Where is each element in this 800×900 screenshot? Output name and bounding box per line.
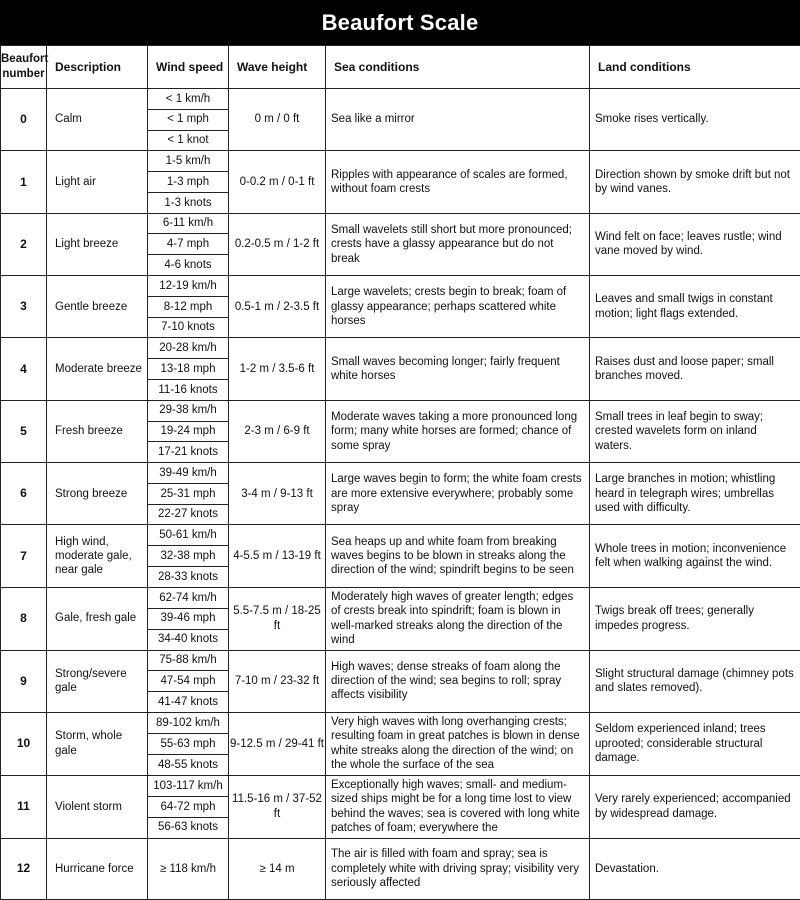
wave-height-cell: 1-2 m / 3.5-6 ft (229, 338, 326, 400)
wind-speed-value: 7-10 knots (161, 321, 215, 334)
wind-speed-cell (148, 338, 229, 400)
wave-height-cell: 0-0.2 m / 0-1 ft (229, 151, 326, 213)
header-row (1, 46, 800, 89)
sea-conditions-cell: High waves; dense streaks of foam along the direction of the wind; sea begins to roll; spray affects visibility (326, 650, 590, 712)
beaufort-number: 10 (1, 712, 47, 775)
wind-speed-cell (148, 400, 229, 462)
description-cell: Storm, whole gale (47, 712, 148, 775)
wind-speed-value: 39-49 km/h (148, 463, 228, 484)
wind-speed-value: 50-61 km/h (148, 525, 228, 546)
land-conditions-cell: Twigs break off trees; generally impedes progress. (590, 587, 800, 650)
beaufort-number: 3 (1, 276, 47, 338)
wind-speed-value: < 1 mph (148, 110, 228, 131)
wave-height-cell: ≥ 14 m (229, 838, 326, 899)
sea-conditions-cell: Sea heaps up and white foam from breaking waves begins to be blown in streaks along the direction of the wind; spindrift begins to be seen (326, 525, 590, 587)
land-conditions-cell: Small trees in leaf begin to sway; crested wavelets form on inland waters. (590, 400, 800, 462)
wind-speed-cell (148, 838, 229, 899)
land-conditions-cell: Devastation. (590, 838, 800, 899)
wind-speed-value: 48-55 knots (157, 758, 219, 771)
wind-speed-cell (148, 712, 229, 775)
beaufort-number: 7 (1, 525, 47, 587)
beaufort-number: 0 (1, 89, 47, 151)
wind-speed-value: 17-21 knots (157, 445, 219, 458)
wind-speed-cell (148, 463, 229, 525)
header-wind-speed: Wind speed (148, 46, 229, 89)
table-row (1, 400, 800, 462)
wind-speed-value: 1-3 mph (148, 172, 228, 193)
table-row (1, 89, 800, 151)
sea-conditions-cell: Ripples with appearance of scales are formed, without foam crests (326, 151, 590, 213)
sea-conditions-cell: Large wavelets; crests begin to break; foam of glassy appearance; perhaps scattered white horses (326, 276, 590, 338)
table-row (1, 276, 800, 338)
wind-speed-cell (148, 650, 229, 712)
wind-speed-value: < 1 knot (167, 134, 209, 147)
wind-speed-value: 1-5 km/h (148, 151, 228, 172)
sea-conditions-cell: Very high waves with long overhanging crests; resulting foam in great patches is blown in dense white streaks along the direction of the wind; on the whole the surface of the sea (326, 712, 590, 775)
beaufort-number: 1 (1, 151, 47, 213)
wind-speed-value: 41-47 knots (157, 695, 219, 708)
wind-speed-value: ≥ 118 km/h (160, 862, 216, 875)
wave-height-cell: 4-5.5 m / 13-19 ft (229, 525, 326, 587)
wind-speed-value: 75-88 km/h (148, 651, 228, 672)
table-row (1, 650, 800, 712)
wind-speed-cell (148, 89, 229, 151)
table-row (1, 712, 800, 775)
wind-speed-cell (148, 213, 229, 275)
wind-speed-value: 8-12 mph (148, 297, 228, 318)
wind-speed-value: 56-63 knots (157, 821, 219, 834)
wind-speed-cell (148, 775, 229, 838)
description-cell: Calm (47, 89, 148, 151)
wind-speed-value: 103-117 km/h (148, 776, 228, 797)
description-cell: Moderate breeze (47, 338, 148, 400)
wave-height-cell: 0.5-1 m / 2-3.5 ft (229, 276, 326, 338)
beaufort-number: 2 (1, 213, 47, 275)
beaufort-number: 9 (1, 650, 47, 712)
land-conditions-cell: Smoke rises vertically. (590, 89, 800, 151)
land-conditions-cell: Direction shown by smoke drift but not by wind vanes. (590, 151, 800, 213)
land-conditions-cell: Very rarely experienced; accompanied by widespread damage. (590, 775, 800, 838)
wind-speed-value: 62-74 km/h (148, 588, 228, 609)
wind-speed-value: 29-38 km/h (148, 401, 228, 422)
wind-speed-value: 39-46 mph (148, 609, 228, 630)
wave-height-cell: 2-3 m / 6-9 ft (229, 400, 326, 462)
beaufort-number: 11 (1, 775, 47, 838)
page-title: Beaufort Scale (0, 0, 800, 45)
wind-speed-value: 12-19 km/h (148, 276, 228, 297)
wind-speed-value: 1-3 knots (164, 196, 212, 209)
sea-conditions-cell: Large waves begin to form; the white foam crests are more extensive everywhere; probably some spray (326, 463, 590, 525)
sea-conditions-cell: The air is filled with foam and spray; sea is completely white with driving spray; visibility very seriously affected (326, 838, 590, 899)
table-row (1, 463, 800, 525)
table-row (1, 838, 800, 899)
wind-speed-value: 89-102 km/h (148, 713, 228, 734)
wave-height-cell: 7-10 m / 23-32 ft (229, 650, 326, 712)
description-cell: Strong breeze (47, 463, 148, 525)
beaufort-number: 4 (1, 338, 47, 400)
description-cell: Hurricane force (47, 838, 148, 899)
beaufort-number: 8 (1, 587, 47, 650)
table-row (1, 151, 800, 213)
wind-speed-value: 34-40 knots (157, 633, 219, 646)
wave-height-cell: 5.5-7.5 m / 18-25 ft (229, 587, 326, 650)
wind-speed-value: 19-24 mph (148, 422, 228, 443)
wave-height-cell: 11.5-16 m / 37-52 ft (229, 775, 326, 838)
land-conditions-cell: Leaves and small twigs in constant motion; light flags extended. (590, 276, 800, 338)
sea-conditions-cell: Small wavelets still short but more pronounced; crests have a glassy appearance but do not break (326, 213, 590, 275)
wind-speed-value: 64-72 mph (148, 797, 228, 818)
header-wave-height: Wave height (229, 46, 326, 89)
table-row (1, 213, 800, 275)
beaufort-number: 12 (1, 838, 47, 899)
wind-speed-value: < 1 km/h (148, 89, 228, 110)
wind-speed-cell (148, 587, 229, 650)
description-cell: Violent storm (47, 775, 148, 838)
sea-conditions-cell: Exceptionally high waves; small- and medium-sized ships might be for a long time lost to view behind the waves; sea is covered with long white patches of foam; everywhere the (326, 775, 590, 838)
header-description: Description (47, 46, 148, 89)
wave-height-cell: 0.2-0.5 m / 1-2 ft (229, 213, 326, 275)
wind-speed-value: 6-11 km/h (148, 214, 228, 235)
sea-conditions-cell: Moderate waves taking a more pronounced long form; many white horses are formed; chance of some spray (326, 400, 590, 462)
description-cell: Light breeze (47, 213, 148, 275)
land-conditions-cell: Raises dust and loose paper; small branches moved. (590, 338, 800, 400)
wind-speed-value: 22-27 knots (157, 508, 219, 521)
land-conditions-cell: Wind felt on face; leaves rustle; wind vane moved by wind. (590, 213, 800, 275)
wind-speed-value: 4-6 knots (164, 258, 212, 271)
land-conditions-cell: Slight structural damage (chimney pots and slates removed). (590, 650, 800, 712)
wave-height-cell: 9-12.5 m / 29-41 ft (229, 712, 326, 775)
sea-conditions-cell: Small waves becoming longer; fairly frequent white horses (326, 338, 590, 400)
land-conditions-cell: Seldom experienced inland; trees uprooted; considerable structural damage. (590, 712, 800, 775)
wind-speed-value: 20-28 km/h (148, 338, 228, 359)
table-row (1, 525, 800, 587)
description-cell: Fresh breeze (47, 400, 148, 462)
table-row (1, 587, 800, 650)
wind-speed-cell (148, 525, 229, 587)
land-conditions-cell: Whole trees in motion; inconvenience felt when walking against the wind. (590, 525, 800, 587)
sea-conditions-cell: Moderately high waves of greater length; edges of crests break into spindrift; foam is blown in well-marked streaks along the direction of the wind (326, 587, 590, 650)
wind-speed-cell (148, 276, 229, 338)
table-row (1, 338, 800, 400)
description-cell: Strong/severe gale (47, 650, 148, 712)
description-cell: Gale, fresh gale (47, 587, 148, 650)
wind-speed-value: 11-16 knots (158, 383, 218, 396)
beaufort-number: 6 (1, 463, 47, 525)
beaufort-number: 5 (1, 400, 47, 462)
wave-height-cell: 0 m / 0 ft (229, 89, 326, 151)
header-sea-conditions: Sea conditions (326, 46, 590, 89)
header-land-conditions: Land conditions (590, 46, 800, 89)
wind-speed-value: 4-7 mph (148, 234, 228, 255)
wind-speed-value: 32-38 mph (148, 546, 228, 567)
description-cell: Gentle breeze (47, 276, 148, 338)
wind-speed-cell (148, 151, 229, 213)
wind-speed-value: 13-18 mph (148, 359, 228, 380)
wind-speed-value: 47-54 mph (148, 671, 228, 692)
description-cell: Light air (47, 151, 148, 213)
wind-speed-value: 28-33 knots (157, 570, 219, 583)
wind-speed-value: 55-63 mph (148, 734, 228, 755)
land-conditions-cell: Large branches in motion; whistling heard in telegraph wires; umbrellas used with difficulty. (590, 463, 800, 525)
beaufort-table (0, 45, 800, 900)
wind-speed-value: 25-31 mph (148, 484, 228, 505)
sea-conditions-cell: Sea like a mirror (326, 89, 590, 151)
wave-height-cell: 3-4 m / 9-13 ft (229, 463, 326, 525)
table-row (1, 775, 800, 838)
description-cell: High wind, moderate gale, near gale (47, 525, 148, 587)
header-number: Beaufort number (1, 46, 47, 89)
